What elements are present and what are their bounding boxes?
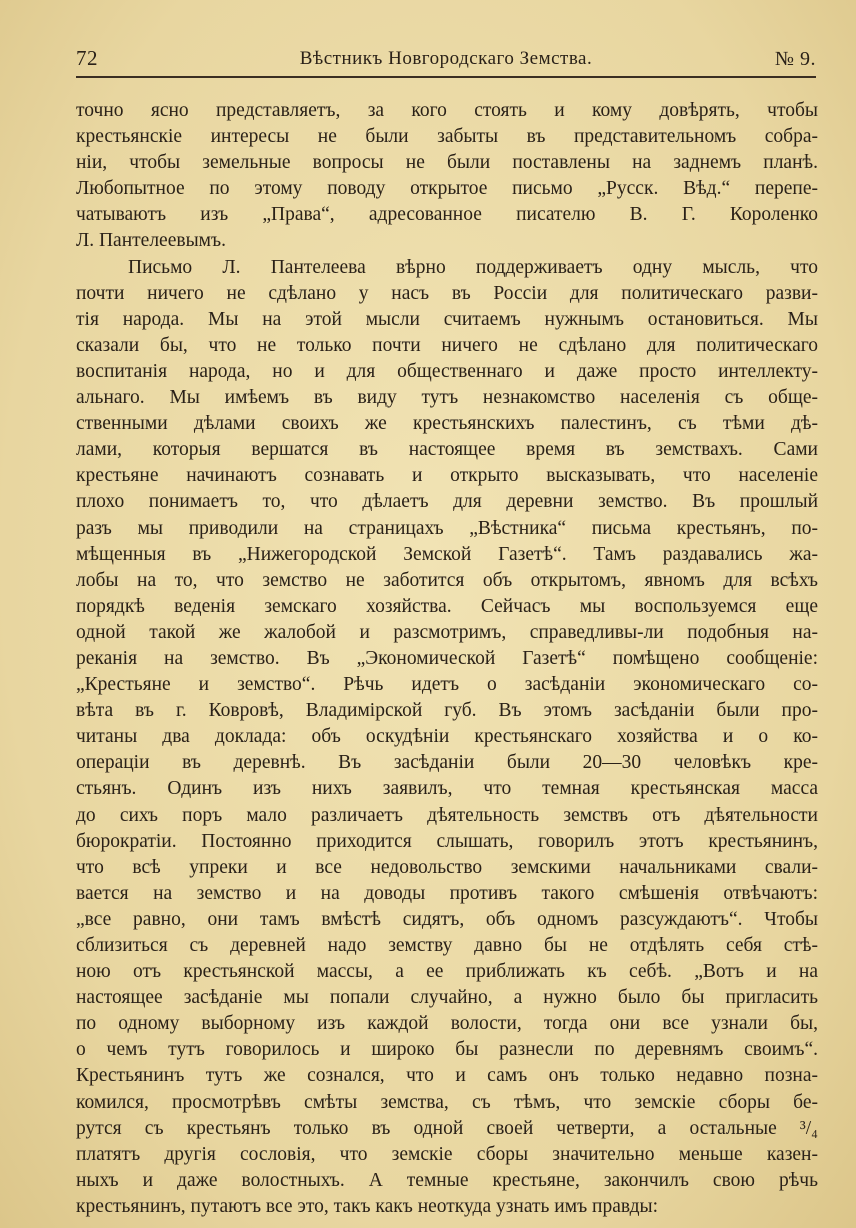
text-line: по одному выборному изъ каждой волости, тогда они все узнали бы,	[76, 1013, 818, 1035]
text-line: крестьянинъ, путаютъ все это, такъ какъ неоткуда узнать имъ правды:	[76, 1195, 659, 1217]
text-line: „Крестьяне и земство“. Рѣчь идетъ о засѣданіи экономическаго со-	[76, 674, 818, 696]
text-line: разъ мы приводили на страницахъ „Вѣстника“ письма крестьянъ, по-	[76, 517, 818, 539]
text-line: читаны два доклада: объ оскудѣніи крестьянскаго хозяйства и о ко-	[76, 726, 818, 748]
text-line: лобы на то, что земство не заботится объ открытомъ, явномъ для всѣхъ	[76, 569, 818, 591]
text-line: чатываютъ изъ „Права“, адресованное писателю В. Г. Короленко	[76, 204, 818, 226]
text-line: порядкѣ веденія земскаго хозяйства. Сейчасъ мы воспользуемся еще	[76, 595, 818, 617]
text-line: крестьяне начинаютъ сознавать и открыто высказывать, что населеніе	[76, 465, 818, 487]
journal-title: Вѣстникъ Новгородскаго Земства.	[299, 48, 593, 69]
text-line: одной такой же жалобой и разсмотримъ, справедливы-ли подобныя на-	[76, 621, 818, 643]
text-line: ніи, чтобы земельные вопросы не были поставлены на заднемъ планѣ.	[76, 152, 818, 174]
text-line: сказали бы, что не только почти ничего не сдѣлано для политическаго	[76, 334, 818, 356]
running-header	[76, 44, 816, 74]
text-line: плохо понимаетъ то, что дѣлаетъ для деревни земство. Въ прошлый	[76, 491, 818, 513]
text-line: бюрократіи. Постоянно приходится слышать, говорилъ этотъ крестьянинъ,	[76, 830, 818, 852]
text-line: мѣщенныя въ „Нижегородской Земской Газетѣ“. Тамъ раздавались жа-	[76, 543, 818, 565]
issue-number: № 9.	[774, 48, 816, 70]
text-line: реканія на земство. Въ „Экономической Газетѣ“ помѣщено сообщеніе:	[76, 647, 818, 669]
text-line: Письмо Л. Пантелеева вѣрно поддерживаетъ одну мысль, что	[128, 256, 818, 278]
text-line: Любопытное по этому поводу открытое письмо „Русск. Вѣд.“ перепе-	[76, 178, 818, 200]
text-line: Л. Пантелеевымъ.	[76, 230, 226, 252]
text-line: стьянъ. Одинъ изъ нихъ заявилъ, что темная крестьянская масса	[76, 778, 818, 800]
text-line: ною отъ крестьянской массы, а ее приближать къ себѣ. „Вотъ и на	[76, 961, 818, 983]
text-line: что всѣ упреки и все недовольство земскими начальниками свали-	[76, 856, 818, 878]
text-line: о чемъ тутъ говорилось и широко бы разнесли по деревнямъ своимъ“.	[76, 1039, 818, 1061]
text-line: комился, просмотрѣвъ смѣты земства, съ тѣмъ, что земскіе сборы бе-	[76, 1091, 818, 1113]
text-line: воспитанія народа, но и для общественнаго и даже просто интеллекту-	[76, 360, 818, 382]
text-line: точно ясно представляетъ, за кого стоять и кому довѣрять, чтобы	[76, 100, 818, 121]
text-line: „все равно, они тамъ вмѣстѣ сидятъ, объ одномъ разсуждаютъ“. Чтобы	[76, 908, 818, 930]
text-line: Крестьянинъ тутъ же сознался, что и самъ онъ только недавно позна-	[76, 1065, 818, 1087]
text-line: сблизиться съ деревней надо земству давно бы не отдѣлять себя стѣ-	[76, 935, 818, 956]
page-number: 72	[76, 46, 98, 70]
body-text	[76, 98, 818, 1220]
text-line: ственными дѣлами своихъ же крестьянскихъ палестинъ, съ тѣми дѣ-	[76, 413, 818, 435]
text-line: ныхъ и даже волостныхъ. А темные крестьяне, закончилъ свою рѣчь	[76, 1169, 818, 1191]
text-line: тія народа. Мы на этой мысли считаемъ нужнымъ остановиться. Мы	[76, 308, 818, 330]
text-line: настоящее засѣданіе мы попали случайно, а нужно было бы пригласить	[76, 987, 818, 1009]
text-line: до сихъ поръ мало различаетъ дѣятельность земствъ отъ дѣятельности	[76, 804, 818, 826]
text-line: лами, которыя вершатся въ настоящее время въ земствахъ. Сами	[76, 439, 818, 461]
text-line: крестьянскіе интересы не были забыты въ представительномъ собра-	[76, 126, 818, 148]
text-line: вѣта въ г. Ковровѣ, Владимірской губ. Въ этомъ засѣданіи были про-	[76, 700, 818, 722]
text-line: операціи въ деревнѣ. Въ засѣданіи были 20—30 человѣкъ кре-	[76, 752, 818, 774]
text-line: почти ничего не сдѣлано у насъ въ Россіи для политическаго разви-	[76, 282, 818, 304]
text-line: рутся съ крестьянъ только въ одной своей четверти, а остальные ³/₄	[76, 1117, 818, 1139]
header-rule	[76, 76, 816, 78]
text-line: альнаго. Мы имѣемъ въ виду тутъ незнакомство населенія съ обще-	[76, 387, 818, 409]
text-line: вается на земство и на доводы противъ такого смѣшенія отвѣчаютъ:	[76, 882, 818, 904]
text-line: платятъ другія сословія, что земскіе сборы значительно меньше казен-	[76, 1143, 818, 1165]
